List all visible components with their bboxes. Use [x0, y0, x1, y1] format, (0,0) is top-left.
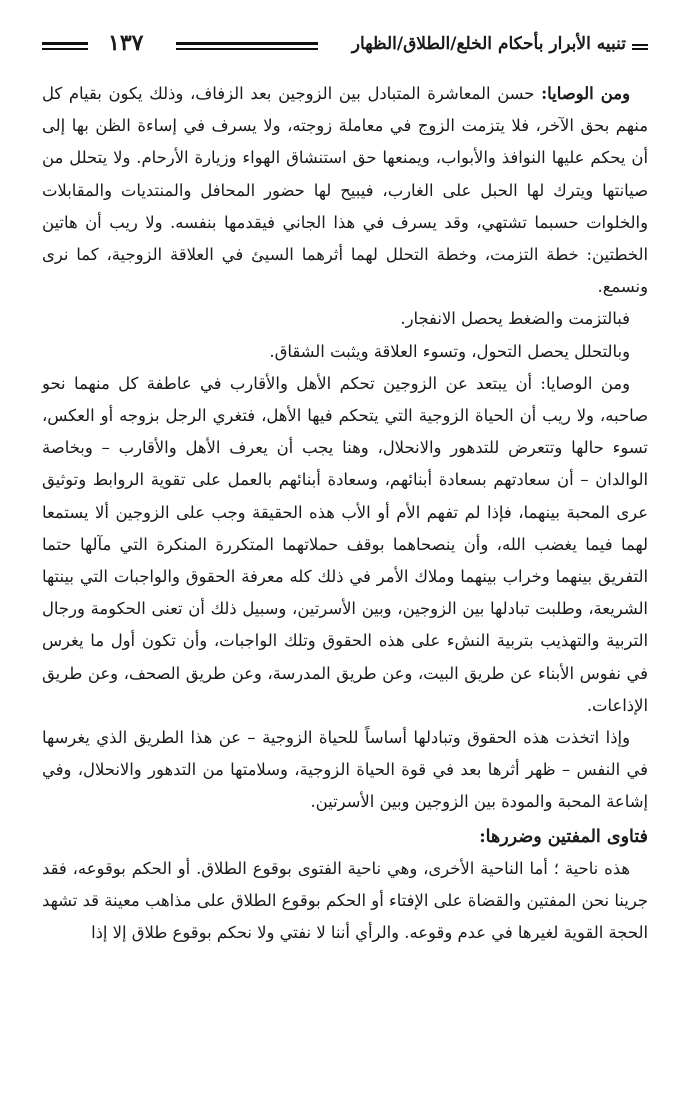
page-number: ١٣٧	[108, 30, 144, 56]
paragraph-text: فبالتزمت والضغط يحصل الانفجار.	[400, 309, 630, 329]
header-rule-right	[632, 44, 648, 50]
paragraph-fatwas	[42, 853, 648, 950]
header-rule-left	[42, 42, 88, 50]
paragraph-text: هذه ناحية ؛ أما الناحية الأخرى، وهي ناحية الفتوى بوقوع الطلاق. أو الحكم بوقوعه، فقد جرينا نحن المفتين والقضاة على الإفتاء أو الحكم بوقوع الطلاق على مذاهب معينة قد تشهد الحجة القوية لغيرها في عدم وقوعه. والرأي أننا لا نفتي ولا نحكم بوقوع طلاق إلا إذا	[42, 858, 648, 943]
paragraph-family-interference	[42, 368, 648, 722]
paragraph-good-companionship	[42, 78, 648, 303]
paragraph-lead: ومن الوصايا:	[541, 84, 630, 103]
paragraph-strictness	[42, 303, 648, 335]
header-rule-middle	[176, 42, 318, 50]
paragraph-text: وبالتحلل يحصل التحول، وتسوء العلاقة ويثبت الشقاق.	[269, 341, 630, 361]
section-heading: فتاوى المفتين وضررها:	[479, 826, 648, 847]
page-body	[42, 78, 648, 949]
running-title: تنبيه الأبرار بأحكام الخلع/الطلاق/الظهار	[351, 34, 626, 54]
paragraph-text: ومن الوصايا: أن يبتعد عن الزوجين تحكم الأهل والأقارب في عاطفة كل منهما نحو صاحبه، ولا ريب أن الحياة الزوجية التي يتحكم فيها الأهل، فتغري الرجل بزوجه أو العكس، تسوء حالها وتتعرض للتدهور والانحلال، وهنا يجب أن يعرف الأهل والأقارب – وبخاصة الوالدان – أن سعادتهم بسعادة أبنائهم، وسعادة أبنائهم بالعمل على تقوية الروابط وتوثيق عرى المحبة بينهما، فإذا لم تفهم الأم أو الأب هذه الحقيقة وجب على الزوجين ألا يستمعا لهما فيما يغضب الله، وأن ينصحاهما بوقف حملاتهما المتكررة المنكرة التي مآلها حتما التفريق بينهما وخراب بينهما وملاك الأمر في ذلك كله معرفة الحقوق والواجبات التي بينتها الشريعة، وطلبت تبادلها بين الزوجين، وبين الأسرتين، وسبيل ذلك أن تعنى الحكومة ورجال التربية والتهذيب بتربية النشء على هذه الحقوق وتلك الواجبات، وأن تكون أول ما يغرس في نفوس الأبناء عن طريق البيت، وعن طريق المدرسة، وعن طريق الصحف، وعن طريق الإذاعات.	[42, 373, 648, 715]
paragraph-text: حسن المعاشرة المتبادل بين الزوجين بعد الزفاف، وذلك يكون بقيام كل منهم بحق الآخر، فلا يتزمت الزوج في معاملة زوجته، ولا يسرف في إساءة الظن بها إلى أن يحكم عليها النوافذ والأبواب، ويمنعها حق استنشاق الهواء وزيارة الأرحام. ولا يتحلل من صيانتها ويترك لها الحبل على الغارب، فيبيح لها حضور المحافل والمنتديات والمقابلات والخلوات حسبما تشتهي، وقد يسرف في هذا الجاني فيقدمها بنفسه. ولا ريب أن هاتين الخطتين: خطة التزمت، وخطة التحلل لهما أثرهما السيئ في العلاقة الزوجية، كما نرى ونسمع.	[42, 84, 648, 297]
page-header	[42, 30, 648, 64]
paragraph-rights-foundation	[42, 722, 648, 819]
paragraph-text: وإذا اتخذت هذه الحقوق وتبادلها أساساً للحياة الزوجية – عن هذا الطريق الذي يغرسها في النفس – ظهر أثرها بعد في قوة الحياة الزوجية، وسلامتها من التدهور والانحلال، وفي إشاعة المحبة والمودة بين الزوجين وبين الأسرتين.	[42, 728, 648, 812]
paragraph-laxity	[42, 336, 648, 368]
